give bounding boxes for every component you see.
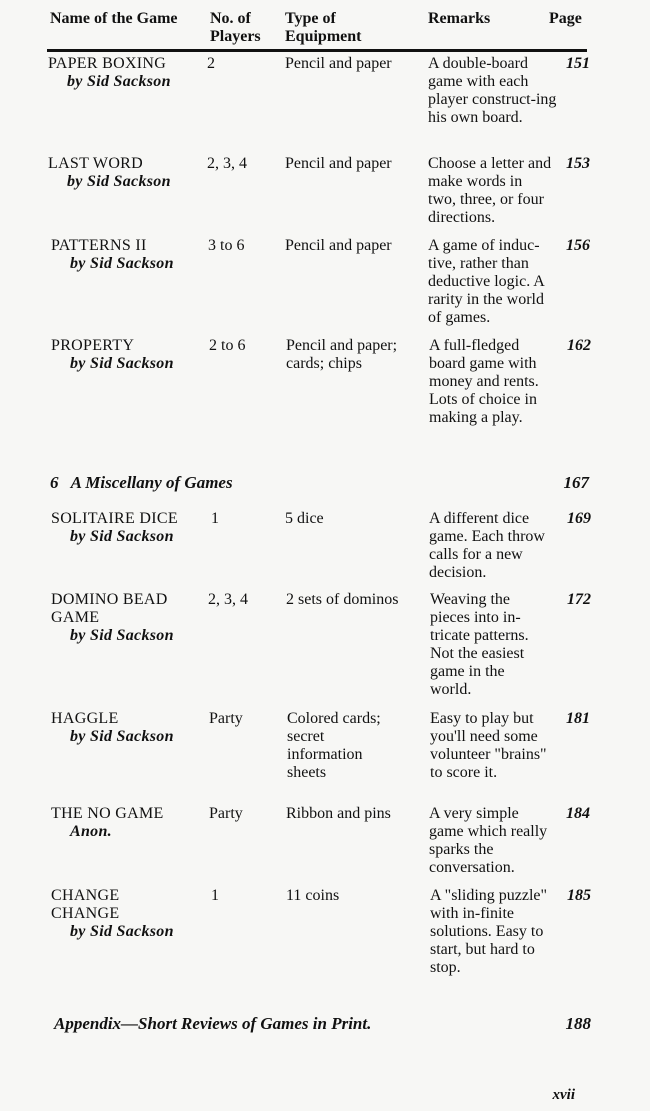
section-heading — [50, 473, 233, 493]
game-author: Anon. — [70, 823, 112, 840]
player-count: 2, 3, 4 — [208, 591, 248, 608]
player-count: 2, 3, 4 — [207, 155, 247, 172]
column-header-players-line1: No. of — [210, 10, 251, 27]
remarks: Choose a letter and make words in two, three, or four directions. — [428, 155, 552, 226]
equipment: Ribbon and pins — [286, 805, 391, 822]
equipment: Pencil and paper; cards; chips — [286, 337, 398, 372]
column-header-equipment — [285, 10, 361, 46]
appendix-heading: Appendix—Short Reviews of Games in Print. — [54, 1014, 372, 1033]
equipment: Colored cards; secret information sheets — [287, 710, 381, 781]
game-name — [51, 237, 211, 273]
remarks: A full-fledged board game with money and rents. Lots of choice in making a play. — [429, 337, 539, 426]
column-header-remarks: Remarks — [428, 10, 491, 27]
game-title: LAST WORD — [48, 155, 144, 172]
column-header-equipment-line1: Type of — [285, 10, 336, 27]
player-count: 1 — [211, 510, 219, 527]
game-author: by Sid Sackson — [67, 73, 171, 90]
player-count: 1 — [211, 887, 219, 904]
player-count: 2 — [207, 55, 215, 72]
page-number: 162 — [567, 337, 591, 354]
game-title: PROPERTY — [51, 337, 135, 354]
game-title: DOMINO BEAD GAME — [51, 591, 168, 626]
equipment: Pencil and paper — [285, 55, 392, 72]
page-number: 185 — [567, 887, 591, 904]
equipment: 5 dice — [285, 510, 324, 527]
page-number: 172 — [567, 591, 591, 608]
equipment: Pencil and paper — [285, 155, 392, 172]
remarks: Easy to play but you'll need some volunteer "brains" to score it. — [430, 710, 547, 781]
game-title: CHANGE CHANGE — [51, 887, 120, 922]
game-author: by Sid Sackson — [70, 355, 174, 372]
appendix-page-number: 188 — [565, 1014, 591, 1033]
game-title: SOLITAIRE DICE — [51, 510, 178, 527]
remarks: A different dice game. Each throw calls for a new decision. — [429, 510, 545, 581]
equipment: 11 coins — [286, 887, 340, 904]
page-number: 181 — [566, 710, 590, 727]
game-author: by Sid Sackson — [70, 528, 174, 545]
game-name — [51, 805, 211, 841]
folio-page-number: xvii — [552, 1087, 575, 1103]
game-title: HAGGLE — [51, 710, 119, 727]
remarks: A game of induc-tive, rather than deductive logic. A rarity in the world of games. — [428, 237, 544, 326]
game-author: by Sid Sackson — [67, 173, 171, 190]
column-header-players-line2: Players — [210, 28, 261, 45]
equipment: 2 sets of dominos — [286, 591, 399, 608]
game-name — [48, 155, 208, 191]
section-page-number: 167 — [563, 473, 589, 492]
page-number: 153 — [566, 155, 590, 172]
game-title: PATTERNS II — [51, 237, 147, 254]
section-title: A Miscellany of Games — [70, 473, 233, 492]
game-name — [51, 510, 211, 546]
remarks: A very simple game which really sparks the conversation. — [429, 805, 548, 876]
page-number: 169 — [567, 510, 591, 527]
page-number: 151 — [566, 55, 590, 72]
remarks: Weaving the pieces into in-tricate patterns. Not the easiest game in the world. — [430, 591, 529, 698]
section-number: 6 — [50, 473, 59, 492]
game-name — [51, 710, 211, 746]
column-header-players — [210, 10, 261, 46]
remarks: A "sliding puzzle" with in-finite solutions. Easy to start, but hard to stop. — [430, 887, 548, 976]
game-name — [48, 55, 208, 91]
game-author: by Sid Sackson — [70, 255, 174, 272]
column-header-page: Page — [549, 10, 582, 27]
game-name — [51, 591, 191, 645]
page-number: 156 — [566, 237, 590, 254]
column-header-name: Name of the Game — [50, 10, 178, 27]
header-rule — [47, 49, 587, 52]
game-title: THE NO GAME — [51, 805, 164, 822]
remarks: A double-board game with each player construct-ing his own board. — [428, 55, 557, 126]
game-name — [51, 887, 174, 941]
game-author: by Sid Sackson — [70, 627, 174, 644]
equipment: Pencil and paper — [285, 237, 392, 254]
game-author: by Sid Sackson — [70, 728, 174, 745]
game-name — [51, 337, 211, 373]
game-author: by Sid Sackson — [70, 923, 174, 940]
player-count: 3 to 6 — [208, 237, 245, 254]
game-title: PAPER BOXING — [48, 55, 167, 72]
page-number: 184 — [566, 805, 590, 822]
player-count: Party — [209, 710, 243, 727]
player-count: Party — [209, 805, 243, 822]
player-count: 2 to 6 — [209, 337, 246, 354]
column-header-equipment-line2: Equipment — [285, 28, 362, 45]
